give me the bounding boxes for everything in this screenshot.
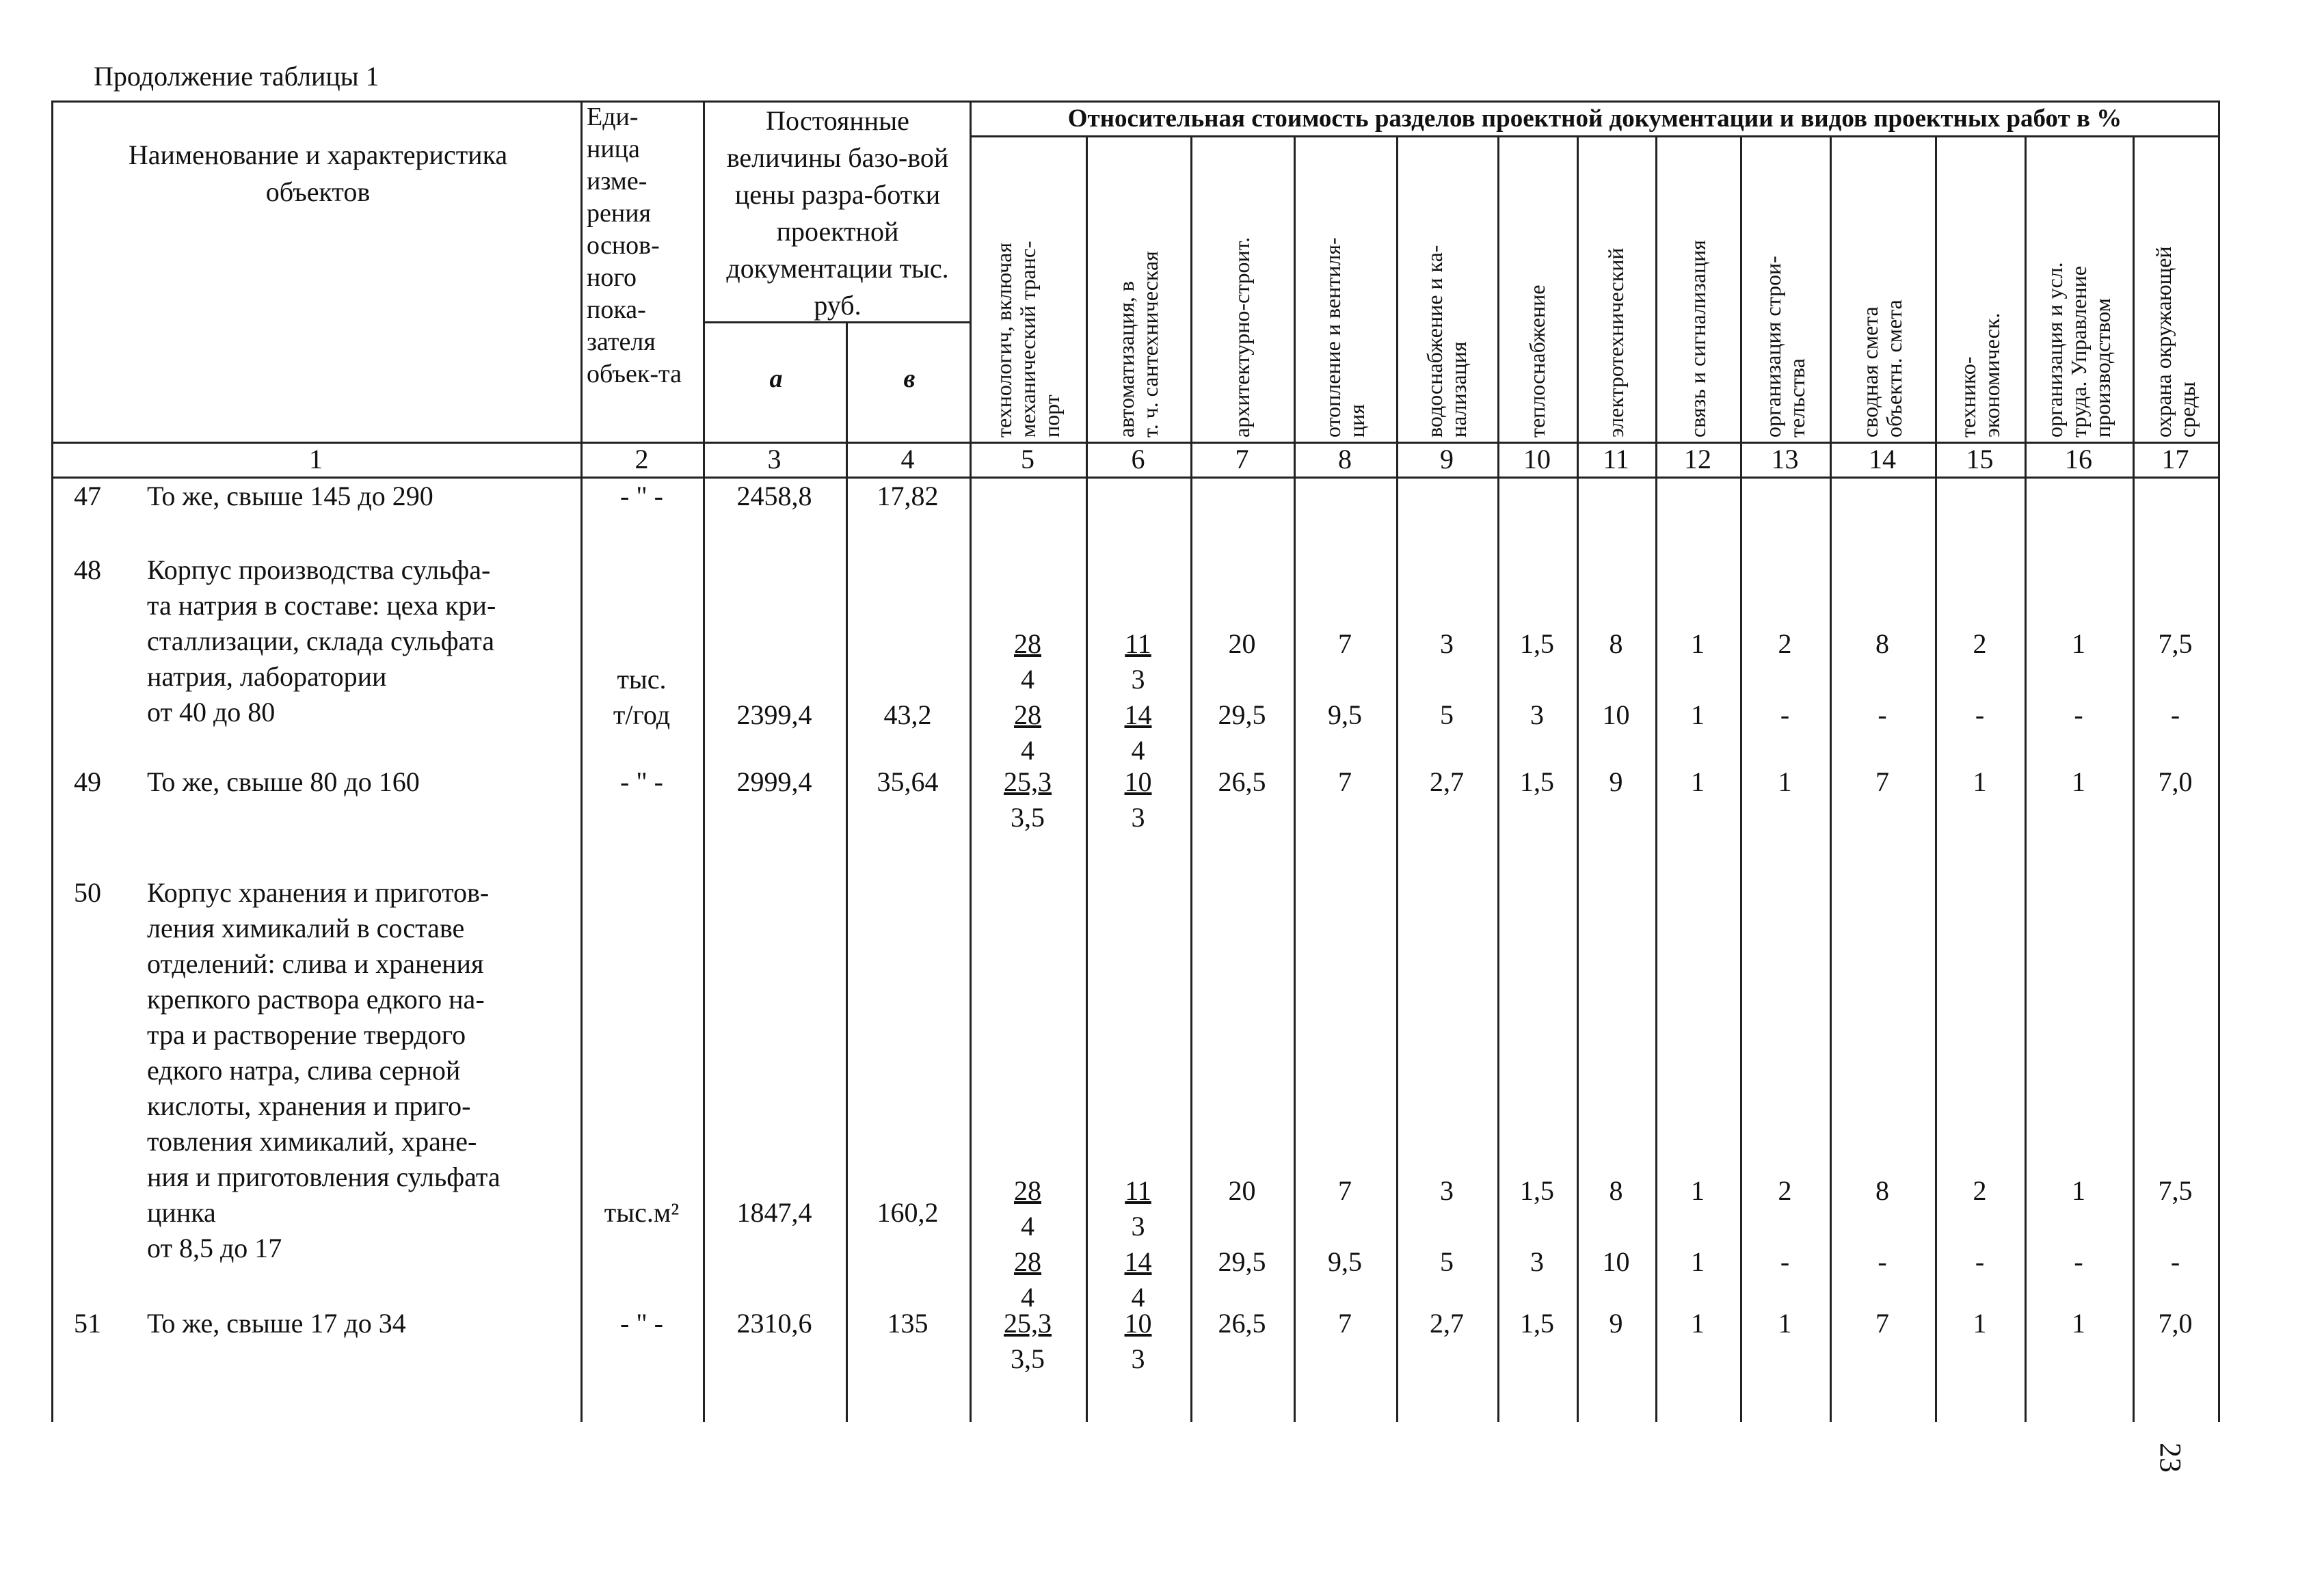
- header-a: а: [769, 364, 783, 393]
- row-unit: [580, 479, 703, 514]
- section-header-line: организация и усл.: [2042, 262, 2067, 438]
- percent-col-16: 1: [2072, 1308, 2085, 1339]
- row-name: [147, 764, 565, 800]
- percent-col-15-b: -: [1975, 699, 1985, 730]
- fraction-numerator: 11: [1125, 628, 1151, 659]
- percent-col-14-b: -: [1878, 699, 1887, 730]
- column-number: 14: [1869, 444, 1896, 474]
- percent-col-6-b: [1086, 1244, 1190, 1315]
- column-number: 16: [2065, 444, 2092, 474]
- row-value-b: 17,82: [877, 481, 939, 511]
- section-header-16: [2043, 144, 2115, 438]
- percent-col-10-b: 3: [1530, 699, 1544, 730]
- row-value-a: 2458,8: [736, 481, 812, 511]
- column-number: 2: [635, 444, 649, 474]
- fraction-denominator: 3: [1131, 1343, 1145, 1374]
- row-unit: [580, 1306, 703, 1341]
- row-name-line: То же, свыше 17 до 34: [147, 1308, 406, 1339]
- row-name-line: ния и приготовления сульфата: [147, 1162, 500, 1192]
- row-number: 47: [74, 481, 101, 511]
- percent-col-13-b: -: [1780, 699, 1790, 730]
- section-header-9: [1423, 144, 1471, 438]
- section-header-6: [1114, 144, 1162, 438]
- percent-col-6-b: [1086, 697, 1190, 768]
- percent-col-10: 1,5: [1520, 1308, 1554, 1339]
- table-caption: Продолжение таблицы 1: [94, 61, 379, 92]
- percent-col-5: [970, 764, 1086, 835]
- percent-col-11-b: 10: [1602, 1246, 1630, 1277]
- percent-col-15: 2: [1973, 1175, 1987, 1206]
- percent-col-9: 3: [1440, 628, 1454, 659]
- percent-col-8-b: 9,5: [1328, 1246, 1362, 1277]
- header-name: Наименование и характеристика объектов: [128, 139, 508, 207]
- percent-col-16-b: -: [2074, 699, 2083, 730]
- section-header-12: [1686, 144, 1710, 438]
- percent-col-15: 1: [1973, 766, 1987, 797]
- section-header-line: водоснабжение и ка-: [1422, 245, 1447, 438]
- row-name: [147, 552, 565, 730]
- column-number: 12: [1684, 444, 1711, 474]
- percent-col-14: 8: [1875, 628, 1889, 659]
- row-value-b: 35,64: [877, 766, 939, 797]
- percent-col-7: 20: [1228, 1175, 1256, 1206]
- percent-col-8: 7: [1338, 628, 1352, 659]
- section-header-line: автоматизация, в: [1113, 281, 1138, 438]
- row-name-line: сталлизации, склада сульфата: [147, 626, 494, 656]
- section-header-line: механический транс-: [1015, 241, 1040, 438]
- percent-col-5: [970, 1306, 1086, 1377]
- row-name-line: натрия, лаборатории: [147, 661, 387, 692]
- column-number: 7: [1235, 444, 1249, 474]
- fraction-denominator: 4: [1131, 735, 1145, 766]
- percent-col-13: 1: [1778, 1308, 1792, 1339]
- percent-col-8-b: 9,5: [1328, 699, 1362, 730]
- percent-col-8: 7: [1338, 1175, 1352, 1206]
- percent-col-9: 2,7: [1430, 766, 1464, 797]
- percent-col-17: 7,0: [2158, 766, 2193, 797]
- section-header-line: экономическ.: [1979, 312, 2004, 438]
- section-header-line: отопление и вентиля-: [1320, 237, 1345, 438]
- percent-col-16: 1: [2072, 766, 2085, 797]
- section-header-13: [1761, 144, 1809, 438]
- percent-col-12: 1: [1691, 766, 1705, 797]
- fraction-denominator: 3: [1131, 1211, 1145, 1242]
- fraction-numerator: 14: [1124, 699, 1152, 730]
- section-header-line: охрана окружающей: [2150, 246, 2176, 438]
- section-header-line: связь и сигнализация: [1685, 240, 1710, 438]
- section-header-line: технологич, включая: [991, 242, 1016, 438]
- percent-col-5: [970, 626, 1086, 697]
- percent-col-12: 1: [1691, 628, 1705, 659]
- row-name-line: То же, свыше 145 до 290: [147, 481, 433, 511]
- percent-col-7: 26,5: [1218, 1308, 1266, 1339]
- row-unit: [580, 764, 703, 800]
- section-header-line: теплоснабжение: [1524, 284, 1549, 438]
- header-unit: Еди-ница изме-рения основ-ного пока-зателя объек-та: [587, 103, 682, 388]
- percent-col-17: 7,5: [2158, 1175, 2193, 1206]
- fraction-denominator: 4: [1021, 1282, 1034, 1313]
- fraction-denominator: 3: [1131, 802, 1145, 833]
- percent-col-11: 8: [1609, 1175, 1623, 1206]
- fraction-numerator: 10: [1124, 766, 1152, 797]
- section-header-line: среды: [2174, 381, 2200, 438]
- percent-col-11: 9: [1609, 766, 1623, 797]
- section-header-line: производством: [2089, 298, 2115, 438]
- fraction-numerator: 11: [1125, 1175, 1151, 1206]
- percent-col-5-b: [970, 1244, 1086, 1315]
- section-header-line: электротехнический: [1603, 247, 1628, 438]
- percent-col-11: 8: [1609, 628, 1623, 659]
- percent-col-7: 20: [1228, 628, 1256, 659]
- fraction-denominator: 4: [1021, 1211, 1034, 1242]
- percent-col-10: 1,5: [1520, 766, 1554, 797]
- section-header-line: объектн. смета: [1882, 299, 1906, 438]
- section-header-5: [992, 144, 1064, 438]
- percent-col-14: 8: [1875, 1175, 1889, 1206]
- section-header-line: архитектурно-строит.: [1229, 237, 1254, 438]
- section-header-7: [1230, 144, 1254, 438]
- column-number: 9: [1440, 444, 1454, 474]
- percent-col-9: 3: [1440, 1175, 1454, 1206]
- row-name: [147, 875, 565, 1266]
- row-value-a: 2999,4: [736, 766, 812, 797]
- section-header-line: ция: [1344, 404, 1369, 438]
- fraction-denominator: 3,5: [1011, 802, 1045, 833]
- percent-col-10: 1,5: [1520, 628, 1554, 659]
- header-base-price: Постоянные величины базо-вой цены разра-ботки проектной документации тыс. руб.: [726, 105, 949, 321]
- fraction-numerator: 28: [1014, 699, 1041, 730]
- section-header-line: технико-: [1955, 356, 1980, 438]
- fraction-numerator: 28: [1014, 1246, 1041, 1277]
- fraction-denominator: 4: [1021, 735, 1034, 766]
- column-number: 3: [767, 444, 782, 474]
- row-unit-line: тыс.м²: [604, 1197, 680, 1228]
- section-header-15: [1956, 144, 2004, 438]
- section-header-14: [1858, 144, 1906, 438]
- fraction-numerator: 14: [1124, 1246, 1152, 1277]
- column-number: 6: [1131, 444, 1145, 474]
- percent-col-14: 7: [1875, 1308, 1889, 1339]
- percent-col-9: 2,7: [1430, 1308, 1464, 1339]
- percent-col-12-b: 1: [1691, 699, 1705, 730]
- section-header-line: организация строи-: [1760, 256, 1785, 438]
- percent-col-7: 26,5: [1218, 766, 1266, 797]
- row-value-b: 135: [887, 1308, 929, 1339]
- percent-col-12: 1: [1691, 1175, 1705, 1206]
- section-header-10: [1525, 144, 1549, 438]
- row-name: [147, 479, 565, 514]
- header-relative-cost: Относительная стоимость разделов проектной документации и видов проектных работ в %: [1067, 105, 2122, 133]
- percent-col-5-b: [970, 697, 1086, 768]
- section-header-line: нализация: [1446, 341, 1471, 438]
- column-number: 15: [1966, 444, 1994, 474]
- row-unit-line: - " -: [620, 481, 663, 511]
- row-name-line: от 8,5 до 17: [147, 1233, 282, 1263]
- row-name-line: Корпус хранения и приготов-: [147, 877, 490, 908]
- section-header-line: тельства: [1784, 358, 1809, 438]
- percent-col-13: 2: [1778, 628, 1792, 659]
- percent-col-9-b: 5: [1440, 699, 1454, 730]
- percent-col-9-b: 5: [1440, 1246, 1454, 1277]
- percent-col-16: 1: [2072, 1175, 2085, 1206]
- fraction-numerator: 28: [1014, 1175, 1041, 1206]
- section-header-line: порт: [1039, 394, 1064, 438]
- percent-col-10: 1,5: [1520, 1175, 1554, 1206]
- percent-col-14: 7: [1875, 766, 1889, 797]
- row-value-a: 2399,4: [736, 699, 812, 730]
- percent-col-6: [1086, 764, 1190, 835]
- row-number: 51: [74, 1308, 101, 1339]
- row-name-line: ления химикалий в составе: [147, 913, 465, 943]
- fraction-denominator: 3,5: [1011, 1343, 1045, 1374]
- percent-col-12-b: 1: [1691, 1246, 1705, 1277]
- row-name-line: та натрия в составе: цеха кри-: [147, 590, 496, 621]
- percent-col-14-b: -: [1878, 1246, 1887, 1277]
- percent-col-15: 1: [1973, 1308, 1987, 1339]
- percent-col-15-b: -: [1975, 1246, 1985, 1277]
- fraction-numerator: 10: [1124, 1308, 1152, 1339]
- percent-col-13: 1: [1778, 766, 1792, 797]
- row-value-a: 1847,4: [736, 1197, 812, 1228]
- row-name-line: отделений: слива и хранения: [147, 948, 484, 979]
- percent-col-7-b: 29,5: [1218, 699, 1266, 730]
- percent-col-6: [1086, 1306, 1190, 1377]
- percent-col-13-b: -: [1780, 1246, 1790, 1277]
- column-number: 4: [900, 444, 915, 474]
- fraction-numerator: 25,3: [1004, 766, 1052, 797]
- percent-col-12: 1: [1691, 1308, 1705, 1339]
- percent-col-17-b: -: [2170, 699, 2180, 730]
- percent-col-17-b: -: [2170, 1246, 2180, 1277]
- row-name-line: крепкого раствора едкого на-: [147, 984, 485, 1015]
- fraction-numerator: 25,3: [1004, 1308, 1052, 1339]
- section-header-line: т. ч. сантехническая: [1137, 251, 1162, 438]
- section-header-17: [2152, 144, 2200, 438]
- section-header-line: сводная смета: [1858, 306, 1882, 438]
- row-unit: [580, 662, 703, 733]
- row-unit-line: тыс.: [617, 664, 667, 695]
- row-unit-line: т/год: [613, 699, 671, 730]
- row-number: 50: [74, 877, 101, 908]
- row-number: 48: [74, 554, 101, 585]
- section-header-8: [1321, 144, 1369, 438]
- row-name-line: Корпус производства сульфа-: [147, 554, 491, 585]
- row-number: 49: [74, 766, 101, 797]
- percent-col-17: 7,0: [2158, 1308, 2193, 1339]
- percent-col-11-b: 10: [1602, 699, 1630, 730]
- percent-col-8: 7: [1338, 766, 1352, 797]
- column-number: 10: [1523, 444, 1551, 474]
- row-value-a: 2310,6: [736, 1308, 812, 1339]
- row-value-b: 160,2: [877, 1197, 939, 1228]
- row-value-b: 43,2: [883, 699, 932, 730]
- row-unit-line: - " -: [620, 766, 663, 797]
- row-name-line: То же, свыше 80 до 160: [147, 766, 420, 797]
- fraction-denominator: 4: [1131, 1282, 1145, 1313]
- fraction-numerator: 28: [1014, 628, 1041, 659]
- row-unit-line: - " -: [620, 1308, 663, 1339]
- percent-col-7-b: 29,5: [1218, 1246, 1266, 1277]
- row-name-line: едкого натра, слива серной: [147, 1055, 461, 1086]
- percent-col-6: [1086, 626, 1190, 697]
- row-name-line: кислоты, хранения и приго-: [147, 1090, 471, 1121]
- fraction-denominator: 3: [1131, 664, 1145, 695]
- row-name-line: товления химикалий, хране-: [147, 1126, 477, 1157]
- column-number: 17: [2161, 444, 2189, 474]
- percent-col-17: 7,5: [2158, 628, 2193, 659]
- row-name-line: цинка: [147, 1197, 216, 1228]
- percent-col-13: 2: [1778, 1175, 1792, 1206]
- percent-col-16-b: -: [2074, 1246, 2083, 1277]
- column-number: 5: [1021, 444, 1034, 474]
- header-b: в: [903, 364, 916, 393]
- page-number: 23: [2154, 1443, 2187, 1473]
- row-unit: [580, 1195, 703, 1231]
- percent-col-16: 1: [2072, 628, 2085, 659]
- column-number: 8: [1338, 444, 1352, 474]
- percent-col-11: 9: [1609, 1308, 1623, 1339]
- percent-col-6: [1086, 1173, 1190, 1244]
- section-header-line: труда. Управление: [2066, 266, 2091, 438]
- percent-col-5: [970, 1173, 1086, 1244]
- row-name-line: тра и растворение твердого: [147, 1019, 466, 1050]
- row-name-line: от 40 до 80: [147, 697, 276, 727]
- section-header-11: [1604, 144, 1628, 438]
- row-name: [147, 1306, 565, 1341]
- percent-col-8: 7: [1338, 1308, 1352, 1339]
- column-number: 11: [1603, 444, 1629, 474]
- column-number: 1: [309, 444, 323, 474]
- fraction-denominator: 4: [1021, 664, 1034, 695]
- column-number: 13: [1771, 444, 1799, 474]
- percent-col-15: 2: [1973, 628, 1987, 659]
- percent-col-10-b: 3: [1530, 1246, 1544, 1277]
